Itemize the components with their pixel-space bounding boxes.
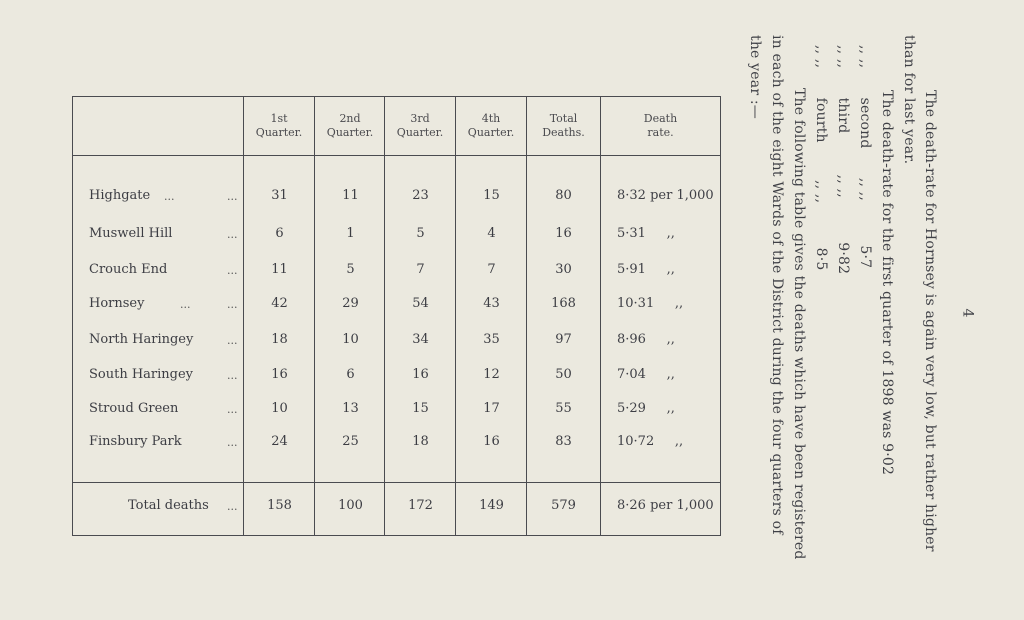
table-border-bottom <box>72 535 720 536</box>
leader-dots: ... <box>227 264 238 277</box>
cell-q4: 149 <box>479 498 504 513</box>
cell-q4: 16 <box>483 434 500 449</box>
leader-dots: ... <box>227 436 238 449</box>
cell-q2: 100 <box>338 498 363 513</box>
cell-q4: 4 <box>487 226 496 241</box>
cell-q1: 11 <box>271 262 288 277</box>
ward-name: South Haringey <box>89 367 194 382</box>
cell-q2: 6 <box>346 367 355 382</box>
cell-q4: 7 <box>487 262 496 277</box>
header-total-deaths: Total Deaths. <box>542 112 585 139</box>
paragraph2-line1: The following table gives the deaths which have been registered <box>791 88 807 560</box>
cell-q3: 5 <box>416 226 425 241</box>
header-q2: 2nd Quarter. <box>326 112 374 139</box>
cell-total: 16 <box>555 226 572 241</box>
leader-dots: ... <box>227 298 238 311</box>
cell-total: 168 <box>551 296 576 311</box>
ward-name: Muswell Hill <box>89 226 173 241</box>
ward-name: Hornsey <box>89 296 145 311</box>
cell-death-rate: 7·04 ,, <box>617 367 675 382</box>
quarter-intro: The death-rate for the first quarter of 1898 was 9·02 <box>879 90 895 476</box>
header-q4: 4th Quarter. <box>467 112 515 139</box>
cell-death-rate: 8·96 ,, <box>617 332 675 347</box>
cell-q4: 17 <box>483 401 500 416</box>
header-rule <box>72 155 720 156</box>
cell-q1: 42 <box>271 296 288 311</box>
leader-dots: ... <box>227 500 238 513</box>
cell-q3: 7 <box>416 262 425 277</box>
ward-name: Finsbury Park <box>89 434 182 449</box>
cell-total: 579 <box>551 498 576 513</box>
cell-total: 80 <box>555 188 572 203</box>
cell-q4: 35 <box>483 332 500 347</box>
total-rule <box>72 482 720 483</box>
leader-dots: ... <box>227 369 238 382</box>
cell-death-rate: 5·91 ,, <box>617 262 675 277</box>
cell-q3: 54 <box>412 296 429 311</box>
total-label: Total deaths <box>128 498 209 513</box>
cell-total: 83 <box>555 434 572 449</box>
ward-name: Stroud Green <box>89 401 179 416</box>
table-border-top <box>72 96 720 97</box>
quarter-row: ,, ,, fourth ,, ,, 8·5 <box>813 45 829 271</box>
table-border-right <box>720 96 721 536</box>
cell-q1: 16 <box>271 367 288 382</box>
paragraph2-line2: in each of the eight Wards of the District during the four quarters of <box>769 35 785 535</box>
quarter-row: ,, ,, third ,, ,, 9·82 <box>835 45 851 275</box>
header-q3: 3rd Quarter. <box>396 112 444 139</box>
cell-q3: 23 <box>412 188 429 203</box>
leader-dots: ... <box>227 190 238 203</box>
page-number: 4 <box>959 308 976 318</box>
ward-name: Crouch End <box>89 262 168 277</box>
cell-q3: 34 <box>412 332 429 347</box>
cell-q2: 11 <box>342 188 359 203</box>
cell-death-rate: 5·29 ,, <box>617 401 675 416</box>
cell-death-rate: 10·72 ,, <box>617 434 684 449</box>
leader-dots-inline: ... <box>164 190 175 203</box>
cell-q2: 13 <box>342 401 359 416</box>
column-divider <box>384 96 385 536</box>
column-divider <box>243 96 244 536</box>
cell-q1: 6 <box>275 226 284 241</box>
cell-q2: 29 <box>342 296 359 311</box>
column-divider <box>600 96 601 536</box>
column-divider <box>314 96 315 536</box>
cell-death-rate: 5·31 ,, <box>617 226 675 241</box>
paragraph1-line2: than for last year. <box>901 35 917 165</box>
leader-dots: ... <box>227 334 238 347</box>
cell-death-rate: 8·32 per 1,000 <box>617 188 714 203</box>
cell-total: 50 <box>555 367 572 382</box>
cell-total: 30 <box>555 262 572 277</box>
leader-dots: ... <box>227 403 238 416</box>
cell-q2: 5 <box>346 262 355 277</box>
cell-death-rate: 10·31 ,, <box>617 296 684 311</box>
header-death-rate: Death rate. <box>643 112 678 139</box>
cell-q4: 43 <box>483 296 500 311</box>
cell-q1: 24 <box>271 434 288 449</box>
cell-q2: 10 <box>342 332 359 347</box>
cell-total: 55 <box>555 401 572 416</box>
cell-q1: 10 <box>271 401 288 416</box>
cell-q4: 12 <box>483 367 500 382</box>
cell-q1: 18 <box>271 332 288 347</box>
leader-dots: ... <box>227 228 238 241</box>
cell-q4: 15 <box>483 188 500 203</box>
ward-name: Highgate <box>89 188 151 203</box>
cell-q3: 16 <box>412 367 429 382</box>
cell-q1: 158 <box>267 498 292 513</box>
cell-q3: 18 <box>412 434 429 449</box>
cell-q1: 31 <box>271 188 288 203</box>
leader-dots-inline: ... <box>180 298 191 311</box>
cell-total: 97 <box>555 332 572 347</box>
cell-q2: 1 <box>346 226 355 241</box>
table-border-left <box>72 96 73 536</box>
column-divider <box>455 96 456 536</box>
paragraph1-line1: The death-rate for Hornsey is again very low, but rather higher <box>922 90 938 552</box>
cell-q3: 172 <box>408 498 433 513</box>
quarter-row: ,, ,, second ,, ,, 5·7 <box>857 45 873 269</box>
cell-death-rate: 8·26 per 1,000 <box>617 498 714 513</box>
column-divider <box>526 96 527 536</box>
paragraph2-line3: the year :— <box>747 35 763 119</box>
cell-q2: 25 <box>342 434 359 449</box>
cell-q3: 15 <box>412 401 429 416</box>
header-q1: 1st Quarter. <box>255 112 303 139</box>
ward-name: North Haringey <box>89 332 194 347</box>
